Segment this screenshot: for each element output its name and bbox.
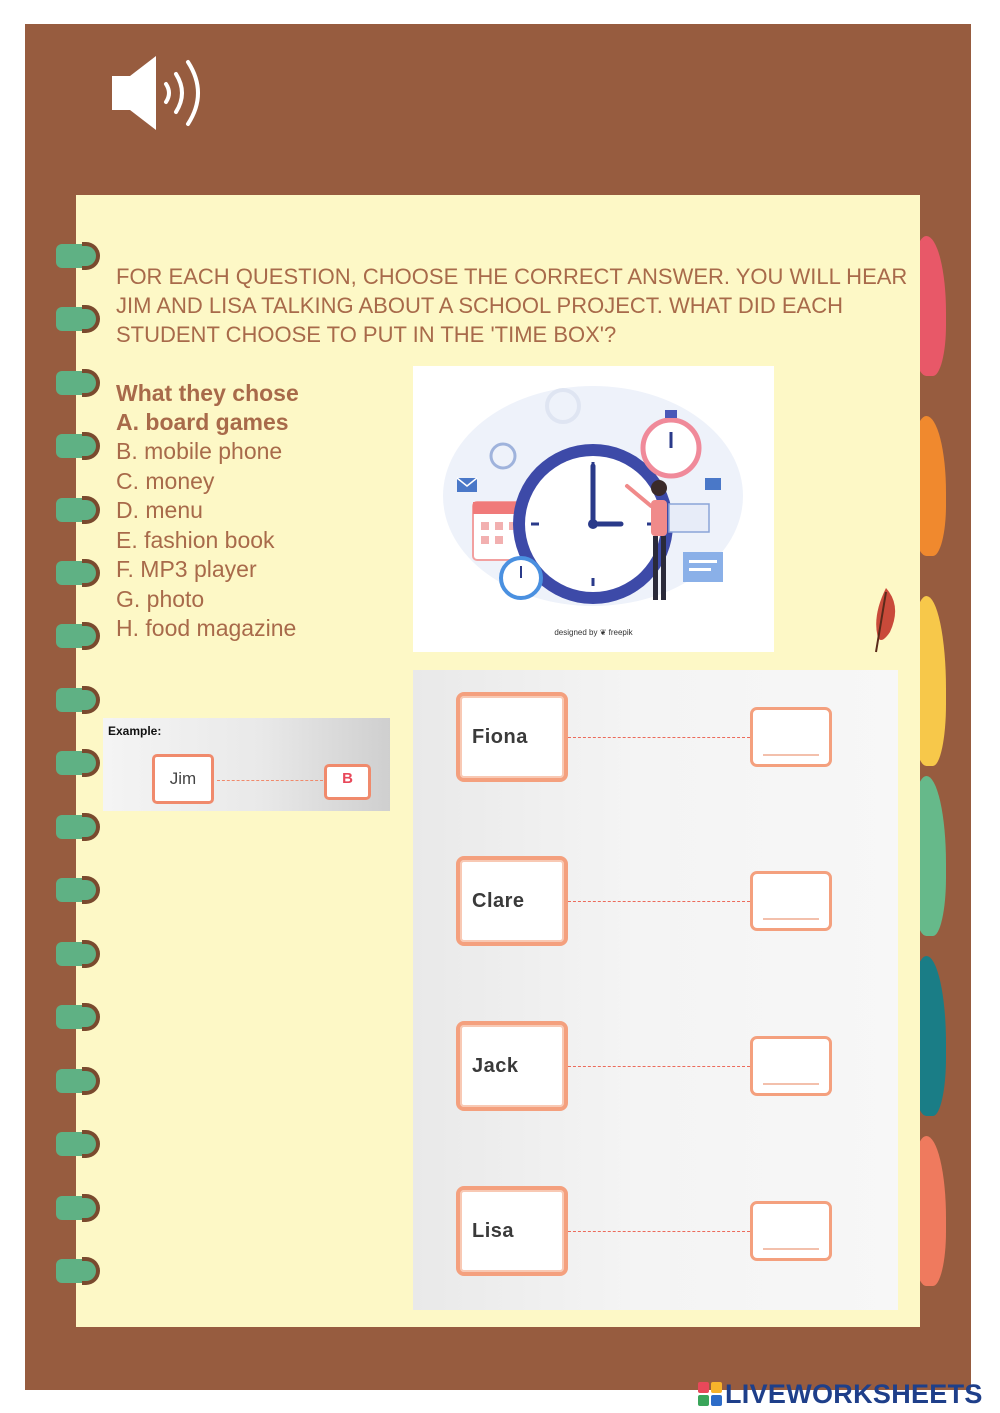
- brand-text: LIVEWORKSHEETS: [725, 1378, 983, 1409]
- matching-panel: [413, 670, 898, 1310]
- spiral-ring: [56, 1128, 102, 1160]
- student-row: [413, 856, 898, 948]
- answer-input[interactable]: [750, 1201, 832, 1261]
- spiral-ring: [56, 938, 102, 970]
- brand-logo-icon: [698, 1382, 722, 1406]
- spiral-ring: [56, 240, 102, 272]
- example-connector: [217, 780, 323, 781]
- spiral-ring: [56, 494, 102, 526]
- option-item: G. photo: [116, 585, 205, 612]
- option-item: C. money: [116, 467, 215, 494]
- example-panel: [103, 718, 390, 811]
- liveworksheets-brand[interactable]: [698, 1378, 983, 1410]
- example-name-box: Jim: [152, 754, 214, 804]
- spiral-ring: [56, 367, 102, 399]
- option-item: B. mobile phone: [116, 438, 283, 464]
- options-heading: What they chose: [116, 380, 299, 406]
- feather-icon: [868, 586, 902, 656]
- connector-line: [568, 1231, 750, 1232]
- example-label: Example:: [108, 724, 162, 738]
- connector-line: [568, 737, 750, 738]
- speaker-icon[interactable]: [108, 52, 218, 134]
- student-row: [413, 1186, 898, 1278]
- spiral-ring: [56, 874, 102, 906]
- person-figure: [651, 480, 667, 496]
- student-row: [413, 1021, 898, 1113]
- option-item: A. board games: [116, 408, 289, 435]
- student-name-box: Fiona: [456, 692, 568, 782]
- option-item: F. MP3 player: [116, 556, 257, 582]
- spiral-ring: [56, 1255, 102, 1287]
- spiral-ring: [56, 684, 102, 716]
- answer-input[interactable]: [750, 707, 832, 767]
- spiral-ring: [56, 1065, 102, 1097]
- student-name-box: Lisa: [456, 1186, 568, 1276]
- spiral-ring: [56, 430, 102, 462]
- option-item: H. food magazine: [116, 615, 297, 641]
- spiral-ring: [56, 1001, 102, 1033]
- connector-line: [568, 901, 750, 902]
- illustration-credit: designed by ❦ freepik: [554, 628, 633, 637]
- student-name-box: Jack: [456, 1021, 568, 1111]
- connector-line: [568, 1066, 750, 1067]
- answer-input[interactable]: [750, 1036, 832, 1096]
- answer-input[interactable]: [750, 871, 832, 931]
- option-item: E. fashion book: [116, 526, 275, 553]
- option-item: D. menu: [116, 497, 203, 523]
- student-row: [413, 692, 898, 784]
- spiral-ring: [56, 747, 102, 779]
- student-name-box: Clare: [456, 856, 568, 946]
- spiral-ring: [56, 557, 102, 589]
- instructions-text: FOR EACH QUESTION, CHOOSE THE CORRECT ANSWER. YOU WILL HEAR JIM AND LISA TALKING ABOUT A SCHOOL PROJECT. WHAT DID EACH STUDENT CHOOSE TO PUT IN THE 'TIME BOX'?: [116, 264, 908, 347]
- example-answer-box: B: [324, 764, 371, 800]
- spiral-ring: [56, 303, 102, 335]
- spiral-ring: [56, 620, 102, 652]
- spiral-ring: [56, 1192, 102, 1224]
- options-list: [116, 378, 406, 644]
- clock-illustration: [413, 366, 774, 652]
- spiral-ring: [56, 811, 102, 843]
